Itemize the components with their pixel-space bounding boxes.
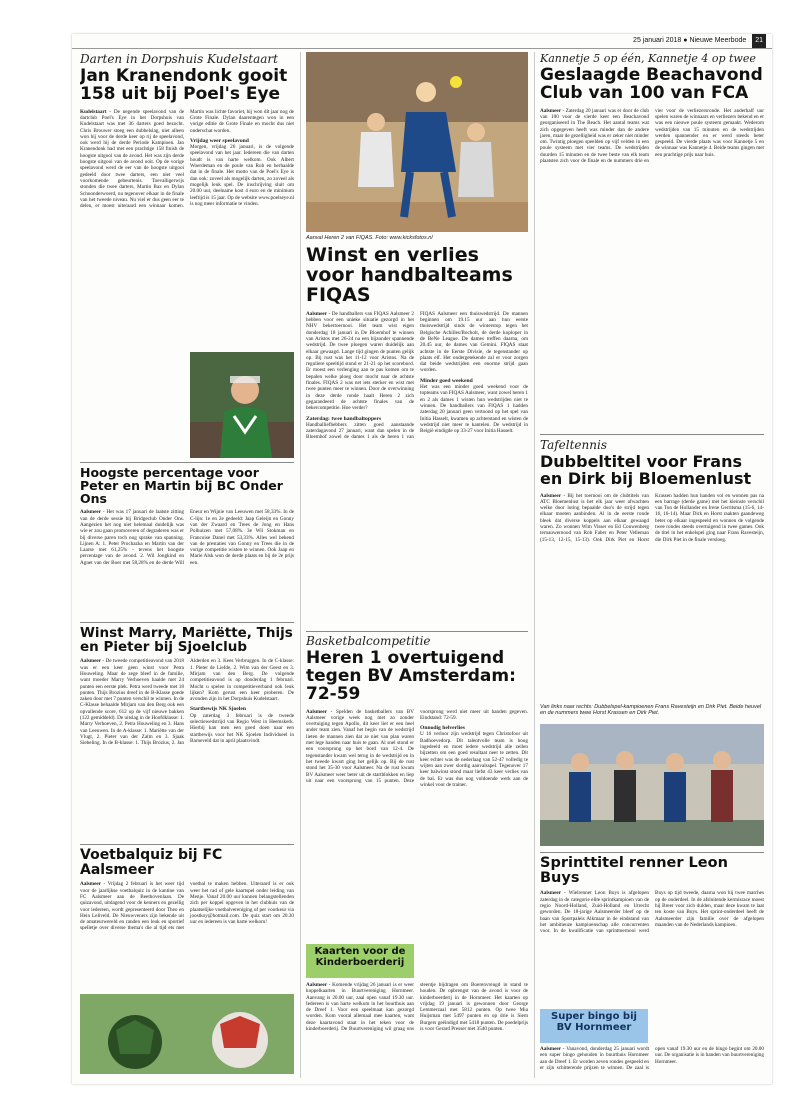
sjoelclub-body (80, 658, 294, 828)
kinderboerderij-lead: Aalsmeer (306, 982, 328, 988)
fiqas-caption: Aanval Heren 2 van FIQAS. Foto: www.kicksfotos.nl (306, 235, 433, 241)
page-number: 21 (752, 34, 766, 48)
article-sprinttitel (540, 856, 764, 1006)
voetbalquiz-text: - Vrijdag 2 februari is het weer tijd voor de jaarlijkse voetbalquiz in de kantine van FC Aalsmeer aan de Beethovenlaan. De quizavond, uitdagend voor de kenners en gezellig voor iedereen, wordt gepresenteerd door Theo en Hein Leliveld. De Nieuwveners zijn bekende uit de amateurwereld en randen een leuk en sportief spelletje over diverse thema's die al tijd ets met voetbal te maken hebben. Uiteraard is er ook weer het rad of gele kaartspel onder leiding van Menje. Vanaf 20.00 uur kunnen belangstellenden zich per koppel opgeven in het clubhuis van de plaatselijke voetbalvereniging of per voorkeur via joostkoy@hotmail.com. De quiz start om 20.30 uur en iedereen is van harte welkom! (80, 881, 294, 932)
beachavond-text: - Zaterdag 20 januari was er door de club van 100 voor de vierde keer een Beachavond georganiseerd in The Beach. Het aantal teams wat zich opgegeven heeft was minder dan de andere jaren, maar de gezelligheid was er zeker niet minder om. Twintig ploegen speelden op vijf velden in een poule systeem met vier teams. De wedstrijden duurden 15 minuten en de twee beste van elk team plaatsten zich voor de finale en de nummers drie en vier voor de verliezersronde. Het anderhalf uur spelen waren de winnaars en verliezers bekend en er was een nieuwe poule systeem gemaakt. Wederom wedstrijden van 15 minuten en de wedstrijden werden spannender en er werd steeds beter gespeeld. De vierde plaats was voor Kannetje 5 en de winnaar was Kannetje 4. Beide teams gingen met een prachtige prijs naar huis. (540, 107, 764, 165)
dubbeltitel-body (540, 493, 764, 693)
header-date: 25 januari 2018 (633, 37, 682, 44)
page-header: 25 januari 2018 ● Nieuwe Meerbode 21 (72, 34, 772, 49)
article-dubbeltitel (540, 438, 764, 700)
fiqas-title: Winst en verlies voor handbalteams FIQAS (306, 246, 513, 306)
fiqas-lead: Aalsmeer (306, 310, 328, 317)
kudelstaart-lead: Kudelstaart (80, 108, 107, 115)
basketbal-subhead: Onnodig helverlies (420, 725, 465, 732)
header-paper: Nieuwe Meerbode (689, 37, 747, 44)
kudelstaart-subhead: Vrijdag weer speelavond (190, 137, 249, 144)
fiqas-subhead2: Minder goed weekend (420, 377, 473, 384)
voetbalquiz-body (80, 881, 294, 1006)
bconder-text: - Het was 17 januari de laatste zitting van de derde sessie bij Bridgeclub Onder Ons. Aangezien het nog niet helemaal duidelijk was wie er zou gaan promoveren of degraderen was er bij diverse paren toch nog sprake van spanning. Lijnen A: 1. Peter Prochazka en Martin van der Laarse met 61,25% - tevens het hoogste percentage van de avond. 2. Wil Jongkind en Agnet van der Boer met 58,28% en de derde Will Eneur en Wijnie van Leeuwen met 58,33%. In de C-lijn: 1e en 2e gedeeld: Jaap Geleijn en Gonny van der Zwaard en Trees de Jong en Hans Polhuizen met 57,08%. 3e Wil Stokman en Francoise Danel met 53,33%. Alles wel bekend van de prestaties van Gonny en Trees die in de vorige competitie wisten te winnen. Ook Jaap en Marie Alsk won de derde plaats en bij de 2e prijs een. (80, 509, 294, 566)
sprinttitel-body (540, 890, 764, 1006)
basketbal-body (306, 709, 528, 929)
kinderboerderij-text: - Komende vrijdag 26 januari is er weer koppelkaarten in Buurtvereniging Hornmeer. Aanvang is 20.00 uur, zaal open vanaf 19.30 uur. Iedereen is van harte welkom in het buurthuis aan de Dreef 1. Voor een speelmaat kan gezorgd worden. Kom vooral allemaal mee kaarten, want deze kaartavond staat in het teken voor de kinderboerderij. De Buurtvereniging wil graag ons steentje bijdragen om Boerenvreugd in stand te houden. De opbrengst van de avond is voor de kinderboerderij in de Hornmeer. Het kaarten op vrijdag 19 januari is gewonnen door George Lemmerzaal met 5812 punten. Op twee Mia Huijsman met 5497 punten en op drie is Siem Burgers geëindigd met 5418 punten. De poedelprijs is voor Gerard Presser met 3540 punten. (306, 982, 528, 1033)
basketbal-title: Heren 1 overtuigend tegen BV Amsterdam: 72-59 (306, 648, 516, 704)
dubbeltitel-caption: Van links naar rechts: Dubbelspel-kampioenen Frans Ravesteijn en Dirk Piet. Beide heuvel en de nummers twee Horst Krassen en Dirk Piet. (540, 704, 762, 716)
bconder-body (80, 509, 294, 609)
kinderboerderij-body (306, 982, 528, 1076)
sjoelclub-lead: Aalsmeer (80, 658, 102, 665)
sjoelclub-text2: Op zaterdag 3 februari is de tweede selectiewedstrijd van Regio West in Heemskerk. Hierbij kan men een goed doen naar een startbewijs voor het NK Sjoelen Individueel in Barneveld dat in april plaatsvindt. (190, 712, 294, 744)
kinderboerderij-box-title: Kaarten voor de Kinderboerderij (314, 946, 406, 968)
dubbeltitel-title: Dubbeltitel voor Frans en Dirk bij Bloemenlust (540, 452, 752, 488)
article-sjoelclub (80, 626, 294, 841)
fiqas-subhead: Zaterdag: twee handbaltoppers (306, 415, 382, 422)
kudelstaart-text2: Morgen, vrijdag 26 januari, is de volgende speelavond van het jaar. Iedereen die van darten houdt is van harte welkom. Ook Albert Woerdeman en de poule van Rob en herhaalde dat in de finale. Het motto van de Poel's Eye is dan ook: zoveel als mogelijk darten, zo zoveel als mogelijk leuk spel. De inschrijving sluit om 20.00 uur, deelname kost 4 euro en de minimum leeftijd is 15 jaar. Op de website www.poelseye.nl is nog meer informatie te vinden. (190, 144, 294, 207)
basketbal-text: - Spelden de basketballers van BV Aalsmeer vorige week nog met zo zonder overtuiging tegen Apollo, dit keer liet er een heel ander team zien. Vanaf het begin van de wedstrijd lieten de mannen zien dat ze niet van plan waren met lege handen naar huis te gaan. Al snel stond er een voorsprong op het bord van 12-4. De tegenstander kwam wel terug in de wedstrijd en in het tweede kwart ging het gelijk op. Bij de rust stond het 35-30 voor Aalsmeer. Na de rust kwam BV Aalsmeer weer beter uit de startblokken en liep uit naar een voorsprong van 15 punten. Deze voorsprong werd niet meer uit handen gegeven. Eindstand: 72-59. (306, 708, 528, 784)
article-bconder (80, 466, 294, 616)
voetbalquiz-lead: Aalsmeer (80, 881, 102, 888)
superbingo-box-title: Super bingo bij BV Hornmeer (551, 1011, 637, 1033)
voetbalquiz-title: Voetbalquiz bij FC Aalsmeer (80, 848, 223, 878)
sprinttitel-lead: Aalsmeer (540, 890, 562, 897)
basketbal-kicker: Basketbalcompetitie (306, 634, 431, 648)
article-basketbal (306, 634, 528, 934)
superbingo-box (540, 1009, 648, 1043)
fiqas-text: - De handballers van FIQAS Aalsmeer 2 hebben voor een unieke situatie gezorgd in het NHV bekertoernooi. Het team wist eigen donderdag 18 januari in De Bloemhof te winnen van Aristos met 26-24 na een bijzonder spannende wedstrijd. De twee ploegen waren duidelijk aan elkaar gewaagd. Lange tijd gingen de punten gelijk op. Bij rust was het 11-12 voor Aristos. Na de reguliere speeltijd stond er 21-21 op het scorebord. Er moest een verlenging aan te pas komen om te bepalen welke ploeg door mocht naar de achtste finales. FIQAS 2 was net iets sterker en wist met twee punten meer te winnen. Door de overwinning in deze derde ronde haalt Heren 2 zich gegarandeerd de achtste finales van de bekercompetitie. Hoe verder? (306, 310, 414, 412)
beachavond-kicker: Kannetje 5 op één, Kannetje 4 op twee (540, 52, 756, 65)
beachavond-body (540, 108, 764, 408)
dubbeltitel-text: - Bij het toernooi om de clubtitels van ATC Bloemenlust is het elk jaar weer afwachten welke door loting bepaalde duo's de strijd tegen elkaar moeten aanbinden. Al in de eerste ronde bleek dat diverse koppels aan elkaar gewaagd waren. Zo wonnen Wim Visser en Ed Couwenberg ternauwernood van Rob Faber en Peter Velleman (15-13, 12-15, 15-13). Ook Dirk Piet en Horst Krassen hadden hun handen vol en wonnen pas na een barrage (derde game) met het kleinste verschil van Ton de Hollander en Irene Gerritsma (15-6, 14-16, 16-14). Maar Dirk en Horst raakten gaandeweg beter op elkaar ingespeeld en wonnen de volgende twee rondes steeds overtuigend in twee games. Ook de titel in het enkelspel ging naar Frans Ravesteijn, die Dirk Piet in de finale versloeg. (540, 492, 764, 543)
sprinttitel-title: Sprinttitel renner Leon Buys (540, 856, 728, 887)
superbingo-lead: Aalsmeer (540, 1046, 562, 1052)
dubbeltitel-lead: Aalsmeer (540, 492, 562, 499)
dubbeltitel-kicker: Tafeltennis (540, 438, 607, 452)
sjoelclub-subhead: Startbewijs NK Sjoelen (190, 706, 246, 713)
sjoelclub-title: Winst Marry, Mariëtte, Thijs en Pieter bij Sjoelclub (80, 626, 293, 656)
tabletennis-photo (540, 724, 764, 846)
fiqas-text3: Het was een minder goed weekend voor de topteams van FIQAS Aalsmeer, want zowel heren 1 en 2 als dames 1 wisten hun wedstrijden niet te winnen. De handballers van FIQAS 1 hadden zaterdag 20 januari geen vertoond op het spel van Initia Hasselt, kwamen op achterstand en wisten de wedstrijd niet meer te kantelen. De wedstrijd in België eindigde op 33-27 voor Initia Hasselt. (420, 384, 528, 435)
bconder-lead: Aalsmeer (80, 509, 102, 516)
article-beachavond (540, 52, 764, 427)
basketbal-text2: U 16 verloor zijn wedstrijd tegen Christofoor uit Badhoevedorp. Dit talentvolle team is hoog ingedeeld en moet iedere wedstrijd alle zeilen bijzetten om een goed resultaat neer te zetten. Dit keer echter was de nederlaag van 52-47 volledig te wijten aan zwer slordig aanvalsspel. Tegenover 17 keer balwinst stond maar liefst 43 keer verlies van de bal. Er was dus nog voldoende werk aan de winkel voor de trainer. (420, 731, 528, 788)
article-kinderboerderij (306, 982, 528, 1078)
kudelstaart-title: Jan Kranendonk gooit 158 uit bij Poel's Eye (80, 66, 288, 104)
beachavond-title: Geslaagde Beachavond Club van 100 van FCA (540, 65, 763, 103)
basketbal-lead: Aalsmeer (306, 708, 328, 715)
kudelstaart-kicker: Darten in Dorpshuis Kudelstaart (80, 52, 278, 66)
sjoelclub-text: - De tweede competitieavond van 2018 was er een keer geen winst voor Petra Houweling. Maar de zege bleef in de familie, want moeder Marry Verhoeven haalde met 24 punten een eerste plek. Petra werd tweede met 18 punten. Thijs Brozius dreef in de B-Klasse goede zaken door met 7 punten verschil te winnen. In de C-Klasse behaalde Mirjam van den Berg ook een opvallende score, 612 op de vijf nieuwe bakken (122 gemiddeld). De uitslag in de Hoofdklasse: 1. Marry Verhoeven, 2. Petra Houweling en 3. Hans van Leeuwen. In de A-klasse: 1. Mariëtte van der Vlugt, 2. Pieter van der Zalm en 3. Sjaak Siebeling. In de B-klasse: 1. Thijs Brozius, 2. Jan Alderden en 3. Kees Verbruggen. In de C-klasse: 1. Pieter de Liefde, 2. Wim van der Geest en 3. Mirjam van den Berg. De volgende competitieavond is op donderdag 1 februari. Mocht u spelen in competitieverband ook leuk lijken? Kom gerust een keer proberen. De avonden zijn in het Dorpshuis Kudelstaart. (80, 658, 294, 747)
darter-photo (190, 352, 294, 458)
article-superbingo (540, 1046, 764, 1082)
handball-photo (306, 52, 528, 232)
superbingo-body (540, 1046, 764, 1080)
kudelstaart-text: - De negende speelavond van de dartclub Poel's Eye in het Dorpshuis van Kudelstaart was met 36 darters goed bezocht. Chris Brouwer stoeg een dubbelslag, niet alleen won hij voor de derde keer op rij de speelavond, ook werd hij de derde Periode Kampioen. Jan Kranendonk had met een prachtige 158 finish de hoogste uitgooi van de avond. Het was zijn derde hoogste uitgooi van de avond ooit. Op de vorige speelavond werd de eer van de hoogste uitgooi gedeeld door twee darters, een niet veel voorkomende gebeurtenis. Toevalligerwijs stonden die twee darters, Martin Bax en Dylan Schoonderwoerd, nu tegenover elkaar in de finale van het tweede niveau. Nu viel er dus geen eer te delen, er moest uiteraard een winnaar komen. Martin was lichte favoriet, hij won dit jaar nog de Grote Finale. Dylan daarentegen won in een vorige editie de Grote Finale en mocht dus niet onderschat worden. (80, 108, 294, 210)
football-photo (80, 994, 294, 1074)
beachavond-lead: Aalsmeer (540, 107, 562, 114)
newspaper-page (72, 34, 772, 1084)
superbingo-text: - Vanavond, donderdag 25 januari wordt een super bingo gehouden in buurthuis Hornmeer aan de Dreef 1. Er worden zeven rondes gespeeld en er zijn schitterende prijzen te winnen. De zaal is open vanaf 19.30 uur en de bingo begint om 20.00 uur. De organisatie is in handen van buurtvereniging Hornmeer. (540, 1046, 764, 1071)
article-fiqas (306, 246, 528, 626)
sprinttitel-text: - Wielrenner Leon Buys is afgelopen zaterdag in de categorie elite sprintkampioen van de regio Noord-Holland, Zuid-Holland en Utrecht geworden. De 18-jarige Aalsmeerder bleef op de baan van Sportpaleis Alkmaar in de eindstand van het ambitieuze kampioenschap alle concurrenten voor. In de kwalificatie van sprinttoernooi werd Buys op tijd tweede, daarna won hij twee matches op de onderdeel. In de afsluitende kermisrace moest hij Breer voor zich dulden, maar deze kwam te laat ten koste van Buys. Het sprint-onderdeel heeft de Aalsmeerder zijn familie over de afgelopen maanden van de Nederlands kampioen. (540, 890, 764, 935)
bconder-title: Hoogste percentage voor Peter en Martin bij BC Onder Ons (80, 466, 283, 507)
kinderboerderij-box (306, 944, 414, 978)
fiqas-text2: Handballiefhebbers zitten goed aanstaande zaterdagavond 27 januari, want dan spelen in de Bloemhof zowel de dames 1 als de heren 1 van FIQAS Aalsmeer een thuiswedstrijd. De mannen beginnen om 19.15 uur aan hun eerste thuiswedstrijd sinds de winterstop tegen het Belgische Achilles/Bocholt, de derde koploper in de BeNe League. De dames treffen daarna, om 20.45 uur, de dames van Gemini. FIQAS staat achtste in de Eerste Divisie, de tegenstander op plaats elf. Het ondergetekende zal er voor zorgen dat beide wedstrijden een enorme strijd gaan worden. (306, 310, 528, 441)
fiqas-body (306, 311, 528, 626)
